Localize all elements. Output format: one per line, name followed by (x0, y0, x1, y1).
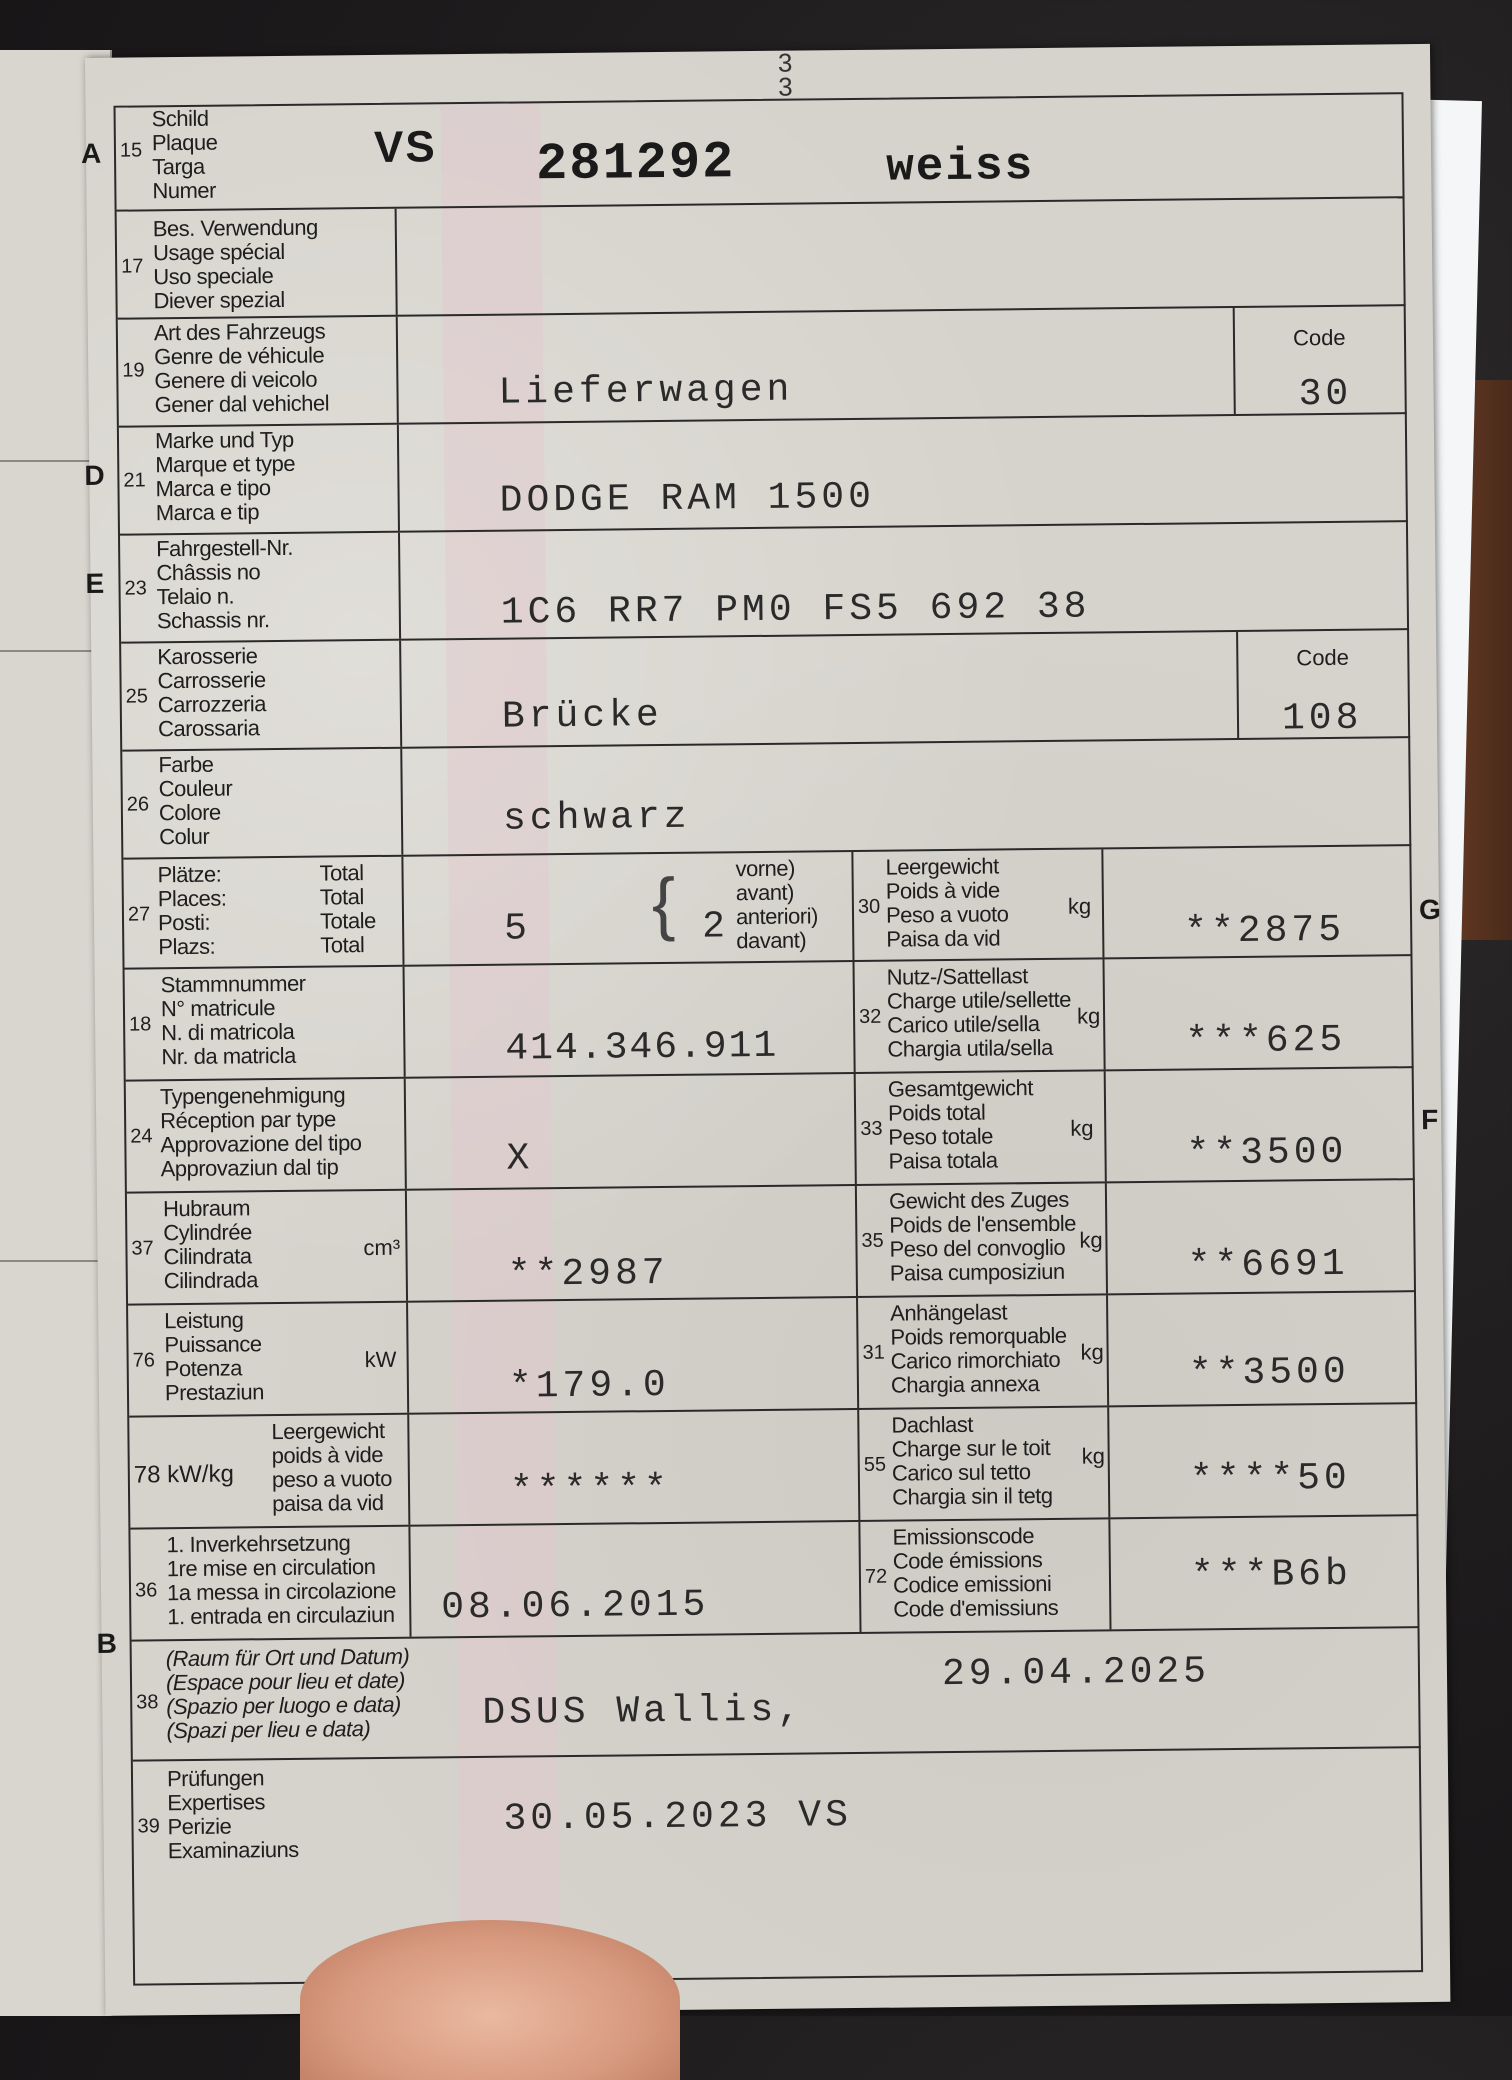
field-number: 32 (858, 1005, 882, 1028)
emission-code-value: ***B6b (1190, 1552, 1353, 1598)
kw-kg-value: ****** (509, 1467, 672, 1513)
field-label: Gesamtgewicht Poids total Peso totale Paisa totala (887, 1075, 1034, 1174)
plate-color: weiss (885, 140, 1035, 194)
row-seats-empty-weight (123, 846, 1412, 969)
plate-canton: VS (373, 122, 437, 172)
field-number: 25 (125, 685, 149, 708)
front-label: vorne) avant) anteriori) davant) (735, 855, 818, 954)
field-label: Farbe Couleur Colore Colur (158, 751, 233, 850)
field-number: 55 (863, 1453, 887, 1476)
field-number: 23 (124, 577, 147, 600)
field-label: Fahrgestell-Nr. Châssis no Telaio n. Schassis nr. (156, 534, 294, 634)
margin-letter-g: G (1418, 893, 1441, 926)
row-power-trailer (128, 1292, 1417, 1417)
field-label: Leergewicht poids à vide peso a vuoto paisa da vid (271, 1417, 393, 1517)
field-label: Bes. Verwendung Usage spécial Uso speciale Diever spezial (152, 214, 318, 314)
row-approval-total-weight (126, 1068, 1415, 1193)
field-number: 36 (134, 1579, 158, 1602)
field-label: Hubraum Cylindrée Cilindrata Cilindrada (162, 1195, 258, 1294)
make-model-value: DODGE RAM 1500 (499, 475, 876, 523)
field-label: Dachlast Charge sur le toit Carico sul tetto Chargia sin il tetg (891, 1411, 1053, 1510)
color-value: schwarz (502, 795, 691, 841)
total-weight-value: **3500 (1186, 1130, 1348, 1176)
brace-icon: { (651, 863, 676, 943)
field-label: 1. Inverkehrsetzung 1re mise en circulation 1a messa in circolazione 1. entrada en circulaziun (166, 1530, 397, 1630)
unit-kw: kW (364, 1346, 397, 1373)
field-label: Anhängelast Poids remorquable Carico rimorchiato Chargia annexa (890, 1299, 1067, 1398)
code-label: Code (1292, 324, 1346, 351)
seats-front: 2 (701, 905, 730, 949)
field-label-total: Total Total Totale Total (319, 860, 376, 958)
field-label: Art des Fahrzeugs Genre de véhicule Genere di veicolo Gener dal vehichel (153, 318, 330, 418)
row-place-date (132, 1628, 1421, 1761)
field-number: 17 (121, 255, 144, 278)
power-value: *179.0 (508, 1363, 670, 1409)
field-number: 76 (132, 1349, 156, 1372)
row-vehicle-type (118, 306, 1407, 427)
field-label: Nutz-/Sattellast Charge utile/sellette Carico utile/sella Chargia utila/sella (886, 963, 1071, 1062)
unit-kg: kg (1067, 893, 1092, 919)
row-body (121, 630, 1410, 751)
row-first-reg-emission (130, 1516, 1419, 1641)
field-number: 15 (119, 139, 143, 162)
row-plate (116, 92, 1405, 211)
field-label: Plätze: Places: Posti: Plazs: (157, 861, 227, 960)
seats-total: 5 (503, 907, 532, 951)
field-number: 35 (861, 1229, 884, 1252)
row-make-model (119, 414, 1408, 535)
field-label: Gewicht des Zuges Poids de l'ensemble Peso del convoglio Paisa cumposiziun (888, 1186, 1077, 1286)
row-color (122, 738, 1411, 859)
vehicle-registration-page (80, 44, 1450, 2016)
field-number: 27 (127, 903, 151, 926)
body-value: Brücke (501, 693, 663, 739)
chassis-value: 1C6 RR7 PM0 FS5 692 38 (500, 585, 1091, 635)
field-number: 33 (860, 1117, 883, 1140)
empty-weight-value: **2875 (1183, 908, 1346, 954)
train-weight-value: **6691 (1187, 1242, 1349, 1288)
field-number: 18 (129, 1013, 152, 1036)
margin-letter-b: B (96, 1627, 117, 1659)
row-displacement-train (127, 1180, 1416, 1305)
vehicle-type-value: Lieferwagen (498, 368, 794, 415)
field-label: Schild Plaque Targa Numer (151, 105, 218, 204)
body-code: 108 (1281, 696, 1363, 741)
margin-letter-f: F (1421, 1103, 1439, 1136)
unit-cm3: cm³ (363, 1234, 401, 1261)
date-value: 29.04.2025 (941, 1650, 1211, 1697)
unit-kg: kg (1070, 1115, 1094, 1141)
row-special-use (117, 198, 1406, 319)
thumb (300, 1920, 680, 2080)
field-label: Leergewicht Poids à vide Peso a vuoto Paisa da vid (885, 853, 1009, 952)
field-label: Prüfungen Expertises Perizie Examinaziuns (166, 1765, 299, 1864)
vehicle-type-code: 30 (1298, 372, 1353, 417)
field-label: Typengenehmigung Réception par type Approvazione del tipo Approvaziun dal tip (159, 1082, 362, 1182)
displacement-value: **2987 (507, 1251, 669, 1297)
field-number: 19 (122, 359, 145, 382)
field-number: 30 (857, 895, 881, 918)
field-label: Stammnummer N° matricule N. di matricola Nr. da matricla (160, 970, 306, 1070)
field-label: Marke und Typ Marque et type Marca e tipo Marca e tip (154, 426, 296, 526)
field-label: Karosserie Carrosserie Carrozzeria Carossaria (157, 643, 267, 742)
row-registry-payload (125, 956, 1414, 1081)
unit-kg: kg (1081, 1443, 1106, 1469)
page-number: 3 (777, 47, 793, 78)
unit-kg: kg (1079, 1227, 1103, 1253)
row-chassis (120, 522, 1409, 643)
margin-letter-d: D (84, 459, 105, 492)
trailer-load-value: **3500 (1188, 1350, 1350, 1396)
registry-no-value: 414.346.911 (505, 1024, 779, 1071)
field-number: 78 kW/kg (133, 1460, 235, 1489)
field-number: 21 (123, 469, 146, 492)
field-label: (Raum für Ort und Datum) (Espace pour lieu et date) (Spazio per luogo e data) (Spazi per lieu e data) (165, 1643, 410, 1744)
inspections-value: 30.05.2023 VS (503, 1794, 853, 1841)
field-number: 26 (126, 793, 150, 816)
field-number: 39 (137, 1815, 160, 1838)
margin-letter-a: A (80, 137, 102, 170)
field-number: 72 (864, 1565, 888, 1588)
field-label: Leistung Puissance Potenza Prestaziun (164, 1307, 265, 1406)
field-label: Emissionscode Code émissions Codice emissioni Code d'emissiuns (892, 1523, 1059, 1622)
field-number: 38 (136, 1691, 159, 1714)
unit-kg: kg (1080, 1339, 1104, 1365)
unit-kg: kg (1076, 1003, 1101, 1029)
payload-value: ***625 (1185, 1018, 1347, 1064)
code-label: Code (1296, 644, 1350, 671)
roof-load-value: ****50 (1189, 1456, 1351, 1502)
type-approval-value: X (506, 1137, 534, 1181)
first-reg-value: 08.06.2015 (441, 1583, 710, 1630)
field-number: 31 (862, 1341, 885, 1364)
row-kwkg-roof (129, 1404, 1418, 1529)
place-value: DSUS Wallis, (482, 1688, 805, 1735)
field-number: 37 (131, 1237, 154, 1260)
field-number: 24 (130, 1125, 153, 1148)
plate-number: 281292 (535, 133, 736, 195)
page-number-repeat: 3 (777, 71, 793, 102)
row-inspections (133, 1748, 1422, 1891)
margin-letter-e: E (85, 567, 105, 600)
